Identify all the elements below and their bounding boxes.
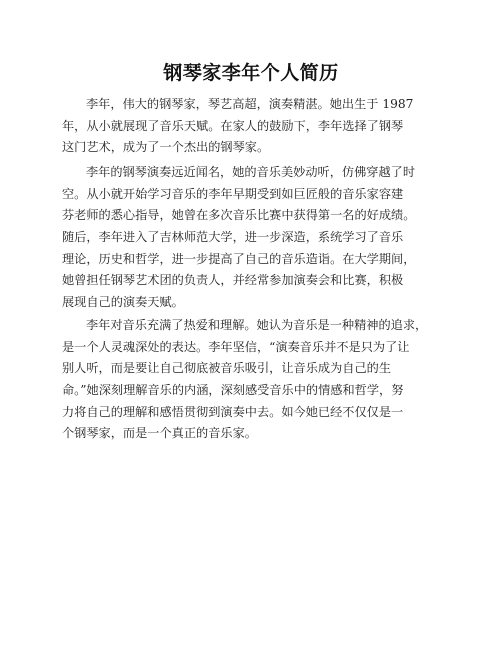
paragraph-line: 别人听，而是要让自己彻底被音乐吸引，让音乐成为自己的生 (62, 361, 392, 376)
paragraph-line: 力将自己的理解和感悟贯彻到演奏中去。如今她已经不仅仅是一 (62, 404, 404, 419)
document-title: 钢琴家李年个人简历 (163, 62, 339, 84)
paragraph-line: 展现自己的演奏天赋。 (62, 295, 184, 310)
paragraph-line: 李年的钢琴演奏远近闻名，她的音乐美妙动听，仿佛穿越了时 (86, 165, 416, 179)
paragraph-line: 芬老师的悉心指导，她曾在多次音乐比赛中获得第一名的好成绩。 (62, 208, 416, 223)
paragraph-philosophy (62, 315, 447, 445)
paragraph-line: 是一个人灵魂深处的表达。李年坚信，“演奏音乐并不是只为了让 (62, 339, 410, 354)
paragraph-line: 随后，李年进入了吉林师范大学，进一步深造，系统学习了音乐 (62, 230, 404, 245)
paragraph-line: 她曾担任钢琴艺术团的负责人，并经常参加演奏会和比赛，积极 (62, 273, 404, 288)
paragraph-line: 李年，伟大的钢琴家，琴艺高超，演奏精湛。她出生于 1987 (86, 97, 414, 111)
paragraph-line: 这门艺术，成为了一个杰出的钢琴家。 (62, 140, 270, 155)
paragraph-line: 命。”她深刻理解音乐的内涵，深刻感受音乐中的情感和哲学，努 (62, 383, 404, 398)
paragraph-career (62, 162, 447, 314)
paragraph-line: 个钢琴家，而是一个真正的音乐家。 (62, 426, 257, 441)
paragraph-line: 李年对音乐充满了热爱和理解。她认为音乐是一种精神的追求， (86, 318, 428, 332)
paragraph-line: 空。从小就开始学习音乐的李年早期受到如巨匠般的音乐家容建 (62, 186, 404, 201)
paragraph-line: 理论，历史和哲学，进一步提高了自己的音乐造诣。在大学期间， (62, 251, 416, 266)
paragraph-line: 年，从小就展现了音乐天赋。在家人的鼓励下，李年选择了钢琴 (62, 118, 404, 133)
paragraph-birth (62, 94, 447, 159)
